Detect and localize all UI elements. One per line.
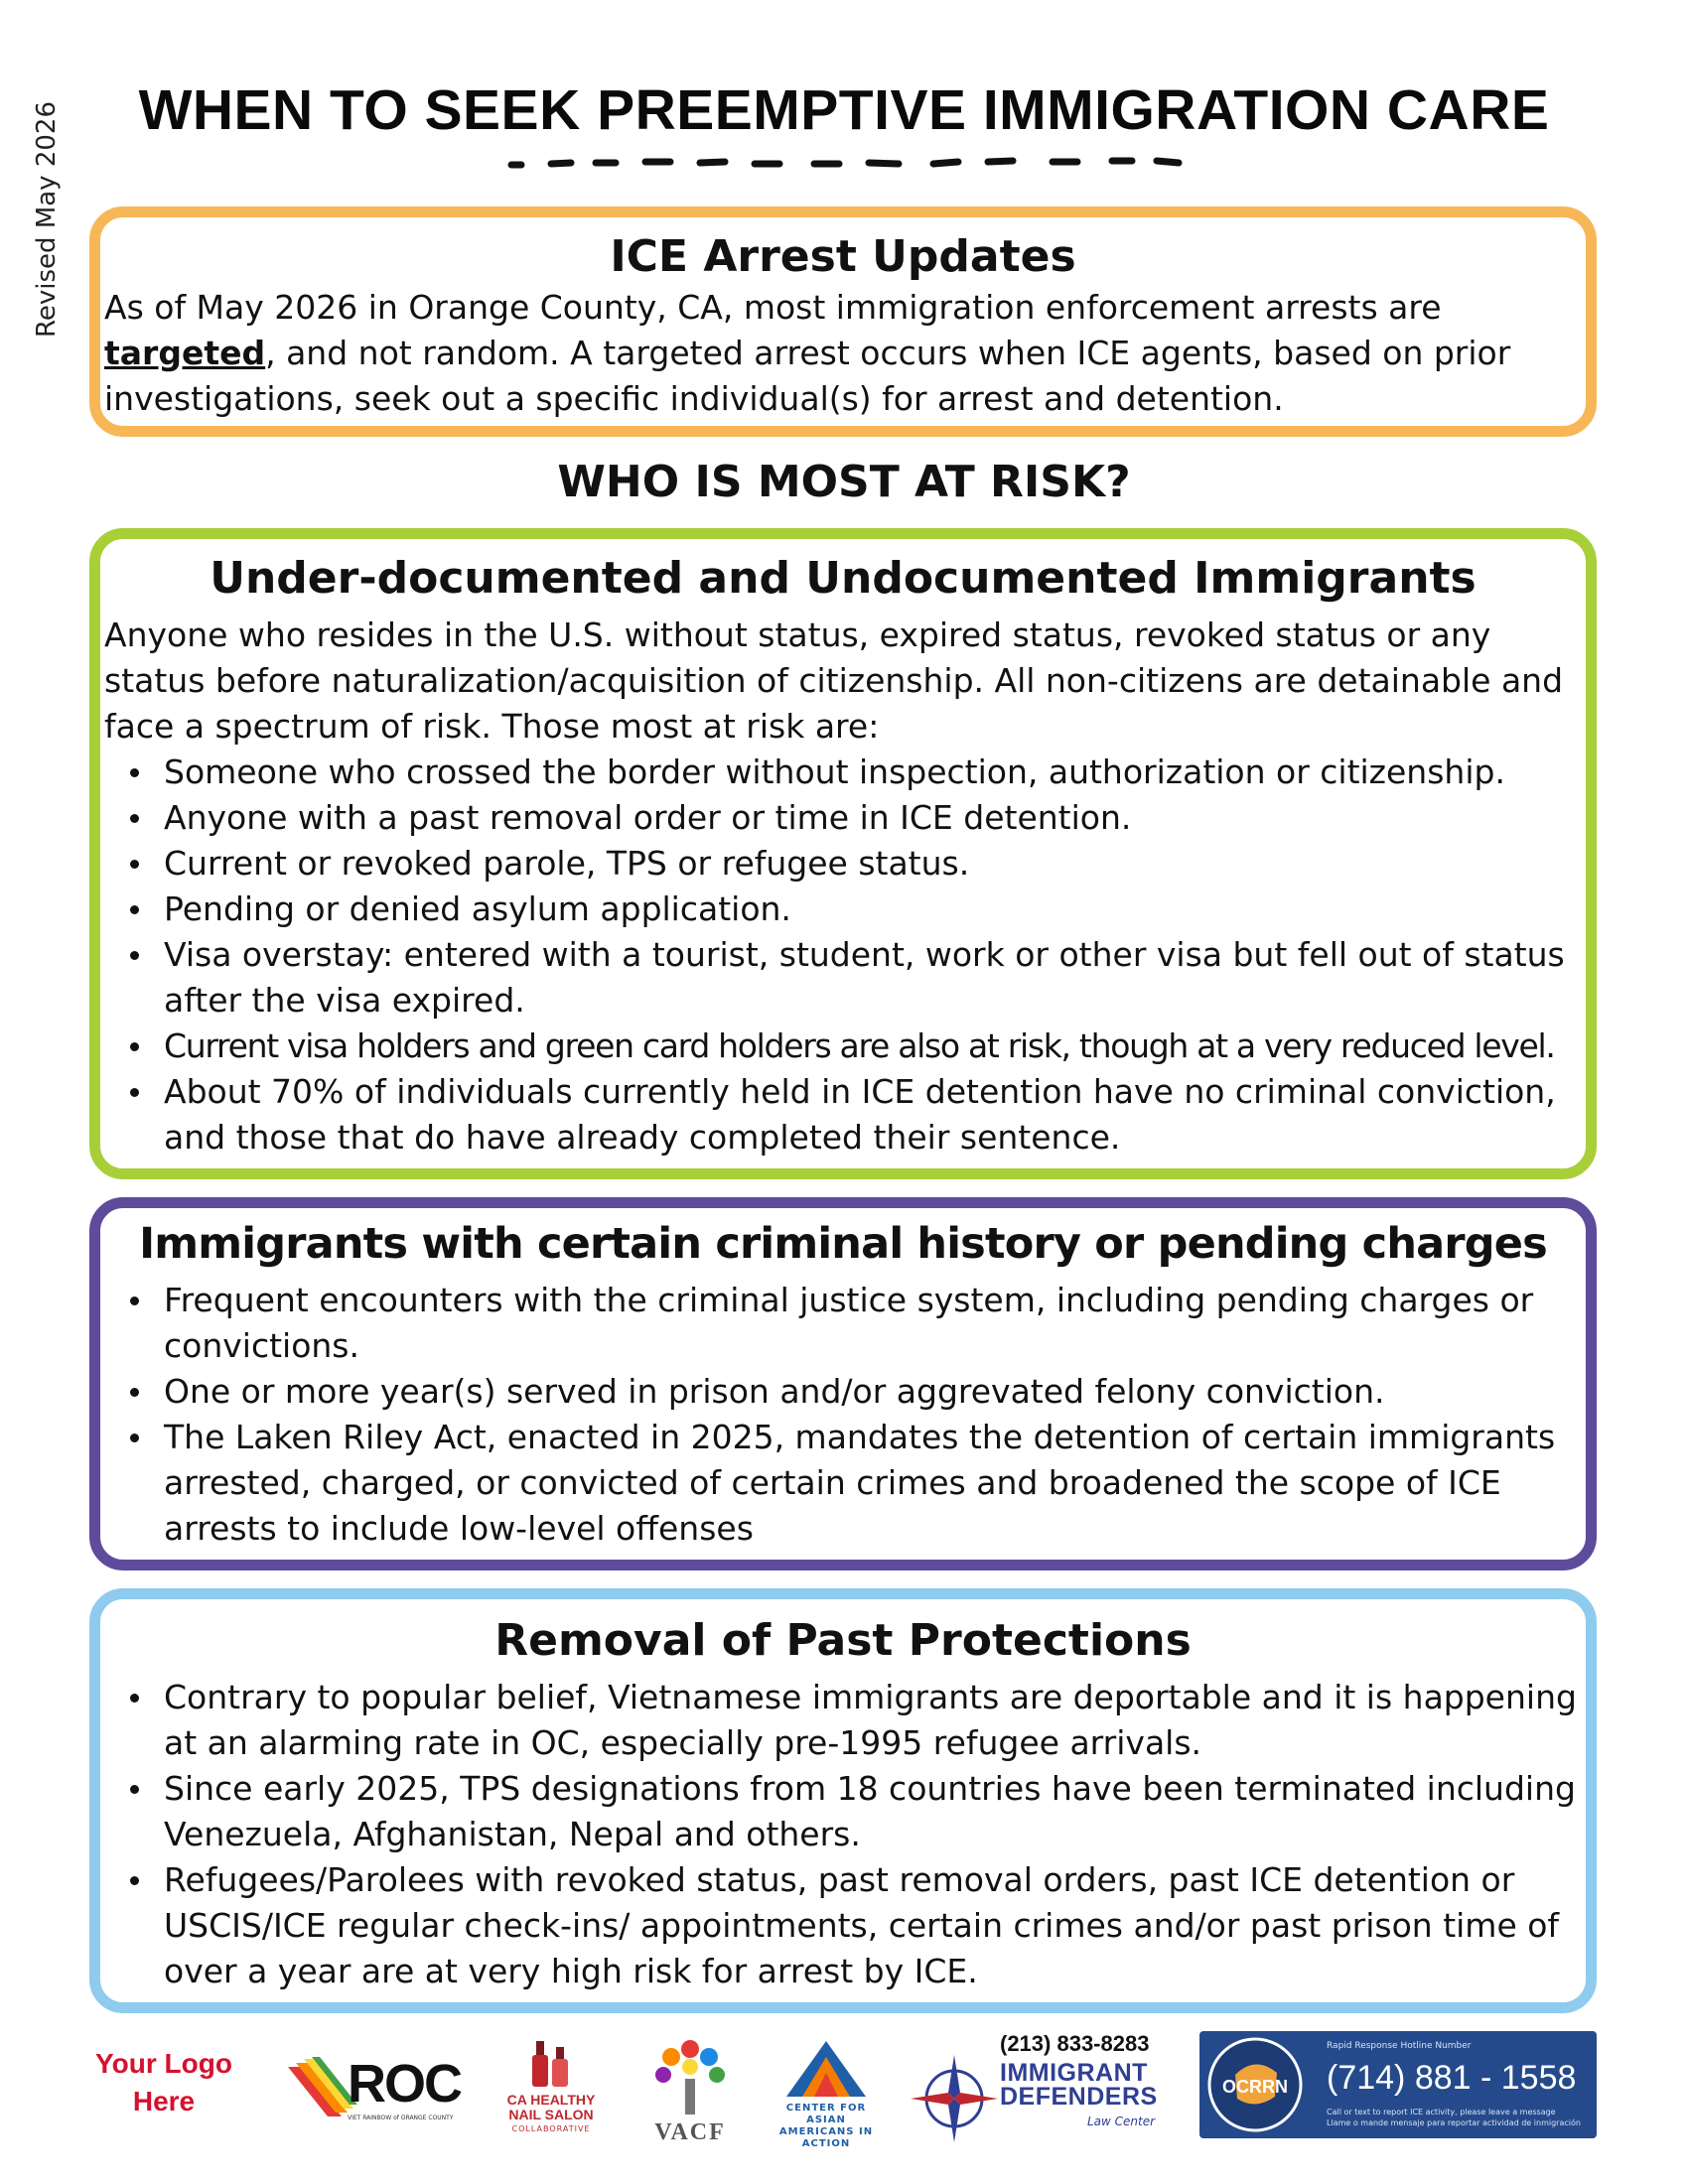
nail-polish-icon xyxy=(526,2035,576,2091)
ocrrn-instructions: Call or text to report ICE activity, please leave a message Llame o mande mensaje para reportar actividad de inmigración xyxy=(1327,2108,1581,2127)
ice-updates-box xyxy=(89,206,1597,437)
list-item: Pending or denied asylum application. xyxy=(164,887,1586,932)
risk-heading: WHO IS MOST AT RISK? xyxy=(557,457,1131,507)
list-item: Frequent encounters with the criminal justice system, including pending charges or convictions. xyxy=(164,1278,1586,1369)
undocumented-box xyxy=(89,528,1597,1179)
vacf-wordmark: VACF xyxy=(654,2119,726,2145)
caa-logo xyxy=(776,2039,876,2158)
immigrant-defenders-logo xyxy=(909,2031,1167,2160)
compass-icon xyxy=(909,2053,1000,2144)
list-item: Contrary to popular belief, Vietnamese immigrants are deportable and it is happening at an alarming rate in OC, especially pre-1995 refugee arrivals. xyxy=(164,1675,1586,1766)
past-protections-heading: Removal of Past Protections xyxy=(494,1615,1192,1666)
past-protections-list xyxy=(100,1675,1586,1994)
past-protections-box xyxy=(89,1588,1597,2013)
tree-icon xyxy=(645,2035,735,2118)
mountain-icon xyxy=(776,2039,876,2099)
list-item: The Laken Riley Act, enacted in 2025, mandates the detention of certain immigrants arrested, charged, or convicted of certain crimes and broadened the scope of ICE arrests to include low-level offenses xyxy=(164,1415,1586,1552)
list-item: Visa overstay: entered with a tourist, student, work or other visa but fell out of status after the visa expired. xyxy=(164,932,1586,1024)
revised-date: Revised May 2026 xyxy=(32,101,62,338)
list-item: Current or revoked parole, TPS or refugee status. xyxy=(164,841,1586,887)
undocumented-list xyxy=(100,750,1586,1160)
page-title: WHEN TO SEEK PREEMPTIVE IMMIGRATION CARE xyxy=(138,78,1550,142)
ice-updates-text: As of May 2026 in Orange County, CA, most immigration enforcement arrests are targeted, and not random. A targeted arrest occurs when ICE agents, based on prior investigations, seek out a specific individual(s) for arrest and detention. xyxy=(104,288,1511,418)
criminal-history-heading: Immigrants with certain criminal history or pending charges xyxy=(139,1219,1547,1269)
list-item: Since early 2025, TPS designations from 18 countries have been terminated including Venezuela, Afghanistan, Nepal and others. xyxy=(164,1766,1586,1857)
idlc-subtitle: Law Center xyxy=(1087,2115,1156,2128)
list-item: Refugees/Parolees with revoked status, past removal orders, past ICE detention or USCIS/ICE regular check-ins/ appointments, certain crimes and/or past prison time of over a year are at very high risk for arrest by ICE. xyxy=(164,1857,1586,1994)
your-logo-placeholder: Your Logo Here xyxy=(95,2048,232,2116)
list-item: Someone who crossed the border without inspection, authorization or citizenship. xyxy=(164,750,1586,795)
ocrrn-hotline-logo xyxy=(1199,2031,1597,2138)
list-item: Anyone with a past removal order or time in ICE detention. xyxy=(164,795,1586,841)
ocrrn-hotline-label: Rapid Response Hotline Number xyxy=(1327,2041,1472,2051)
undocumented-intro: Anyone who resides in the U.S. without status, expired status, revoked status or any status before naturalization/acquisition of citizenship. All non-citizens are detainable and face a spectrum of risk. Those most at risk are: xyxy=(104,615,1564,746)
nail-salon-sub: COLLABORATIVE xyxy=(511,2124,591,2133)
targeted-emphasis: targeted xyxy=(104,334,266,372)
ice-updates-heading: ICE Arrest Updates xyxy=(610,231,1076,282)
list-item: Current visa holders and green card holders are also at risk, though at a very reduced level. xyxy=(164,1024,1586,1069)
ocrrn-badge-text: OCRRN xyxy=(1222,2077,1288,2097)
idlc-phone: (213) 833-8283 xyxy=(1000,2031,1150,2056)
vacf-logo xyxy=(645,2035,735,2154)
title-underline-dashes xyxy=(506,156,1184,170)
roc-wordmark: ROC xyxy=(348,2054,461,2114)
roc-logo xyxy=(288,2053,461,2122)
nail-salon-name: CA HEALTHY NAIL SALON xyxy=(506,2092,596,2122)
ocrrn-phone: (714) 881 - 1558 xyxy=(1327,2059,1577,2097)
partner-logos xyxy=(0,2025,1688,2174)
criminal-history-box xyxy=(89,1197,1597,1570)
nail-salon-logo xyxy=(496,2035,606,2154)
list-item: One or more year(s) served in prison and/or aggrevated felony conviction. xyxy=(164,1369,1586,1415)
ocrrn-badge-icon xyxy=(1205,2035,1305,2134)
undocumented-heading: Under-documented and Undocumented Immigrants xyxy=(210,553,1477,604)
list-item: About 70% of individuals currently held in ICE detention have no criminal conviction, and those that do have already completed their sentence. xyxy=(164,1069,1586,1160)
criminal-history-list xyxy=(100,1278,1586,1552)
roc-subtitle: VIET RAINBOW of ORANGE COUNTY xyxy=(348,2115,454,2121)
caa-name: CENTER FOR ASIAN AMERICANS IN ACTION xyxy=(778,2103,874,2149)
idlc-wordmark: IMMIGRANT DEFENDERS xyxy=(1000,2059,1158,2111)
